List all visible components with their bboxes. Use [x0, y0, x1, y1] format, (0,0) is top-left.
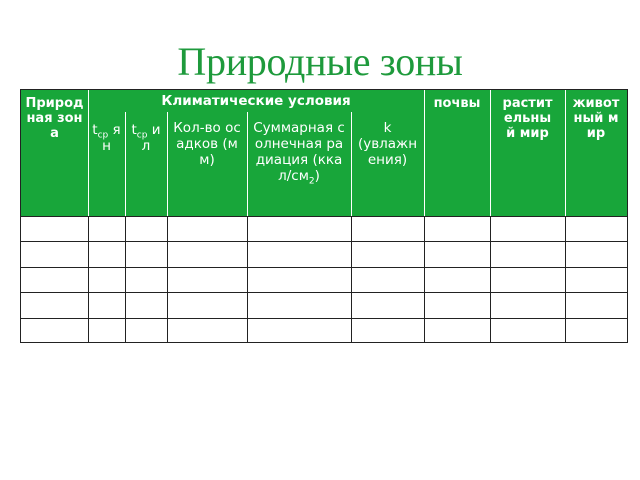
header-flora: растительный мир: [490, 90, 565, 216]
column-divider: [125, 216, 126, 343]
slide-title: Природные зоны: [177, 39, 463, 84]
header-divider: [424, 90, 425, 216]
header-divider: [88, 90, 89, 216]
row-divider: [21, 267, 627, 268]
header-soils: почвы: [424, 90, 490, 216]
row-divider: [21, 241, 627, 242]
header-t-july: $t_{ср}$ ил: [125, 112, 167, 216]
header-t-january: $t_{ср}$ ян: [88, 112, 125, 216]
column-divider: [424, 216, 425, 343]
header-fauna: животный мир: [565, 90, 627, 216]
natural-zones-table: [20, 89, 628, 343]
header-divider: [565, 90, 566, 216]
header-divider: [490, 90, 491, 216]
header-solar-radiation: Суммарная солнечная радиация $(ккал/см_2)$: [247, 112, 351, 216]
header-k-moisture: k (увлажнения): [351, 112, 424, 216]
row-divider: [21, 292, 627, 293]
column-divider: [88, 216, 89, 343]
header-divider: [247, 112, 248, 216]
header-climate-conditions: Климатические условия: [88, 90, 424, 112]
row-divider: [21, 318, 627, 319]
column-divider: [167, 216, 168, 343]
header-divider: [351, 112, 352, 216]
header-divider: [167, 112, 168, 216]
header-precipitation: Кол-во осадков (мм): [167, 112, 247, 216]
header-natural-zone: Природная зона: [21, 90, 88, 216]
column-divider: [351, 216, 352, 343]
column-divider: [565, 216, 566, 343]
column-divider: [490, 216, 491, 343]
row-divider: [21, 216, 627, 217]
column-divider: [247, 216, 248, 343]
header-divider: [125, 112, 126, 216]
